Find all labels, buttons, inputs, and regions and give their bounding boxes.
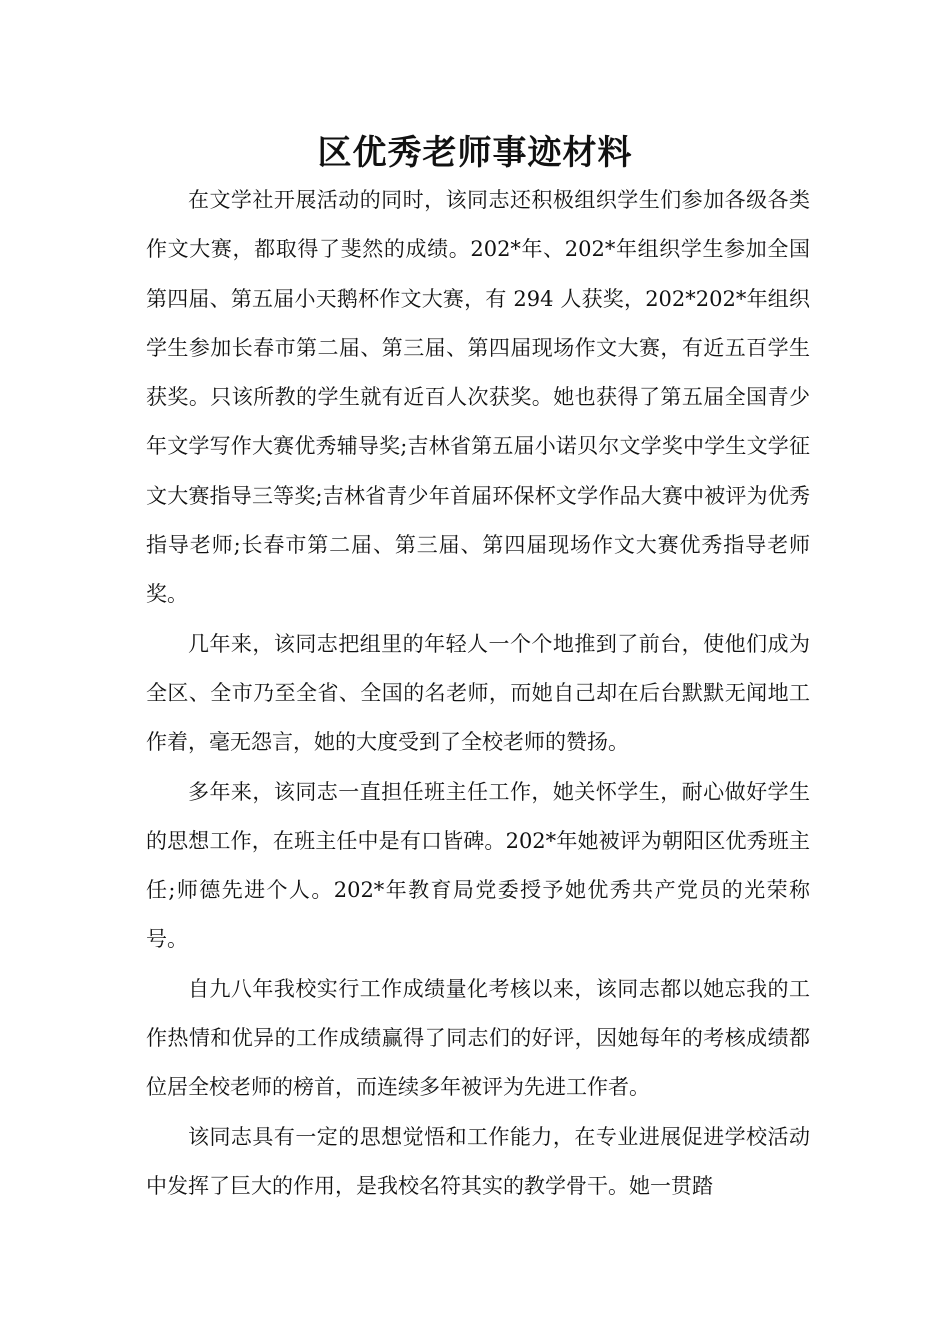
document-body [146, 176, 810, 1211]
paragraph-2: 几年来，该同志把组里的年轻人一个个地推到了前台，使他们成为全区、全市乃至全省、全国的名老师，而她自己却在后台默默无闻地工作着，毫无怨言，她的大度受到了全校老师的赞扬。 [146, 631, 810, 755]
document-title: 区优秀老师事迹材料 [317, 133, 633, 173]
paragraph-1: 在文学社开展活动的同时，该同志还积极组织学生们参加各级各类作文大赛，都取得了斐然的成绩。202*年、202*年组织学生参加全国第四届、第五届小天鹅杯作文大赛，有 294 人获奖，202*202*年组织学生参加长春市第二届、第三届、第四届现场作文大赛，有近五百学生获奖。只该所教的学生就有近百人次获奖。她也获得了第五届全国青少年文学写作大赛优秀辅导奖;吉林省第五届小诺贝尔文学奖中学生文学征文大赛指导三等奖;吉林省青少年首届环保杯文学作品大赛中被评为优秀指导老师;长春市第二届、第三届、第四届现场作文大赛优秀指导老师奖。 [146, 188, 810, 607]
paragraph-5: 该同志具有一定的思想觉悟和工作能力，在专业进展促进学校活动中发挥了巨大的作用，是我校名符其实的教学骨干。她一贯踏 [146, 1124, 810, 1198]
paragraph-3: 多年来，该同志一直担任班主任工作，她关怀学生，耐心做好学生的思想工作，在班主任中是有口皆碑。202*年她被评为朝阳区优秀班主任;师德先进个人。202*年教育局党委授予她优秀共产党员的光荣称号。 [146, 779, 810, 952]
paragraph-4: 自九八年我校实行工作成绩量化考核以来，该同志都以她忘我的工作热情和优异的工作成绩赢得了同志们的好评，因她每年的考核成绩都位居全校老师的榜首，而连续多年被评为先进工作者。 [146, 976, 810, 1100]
